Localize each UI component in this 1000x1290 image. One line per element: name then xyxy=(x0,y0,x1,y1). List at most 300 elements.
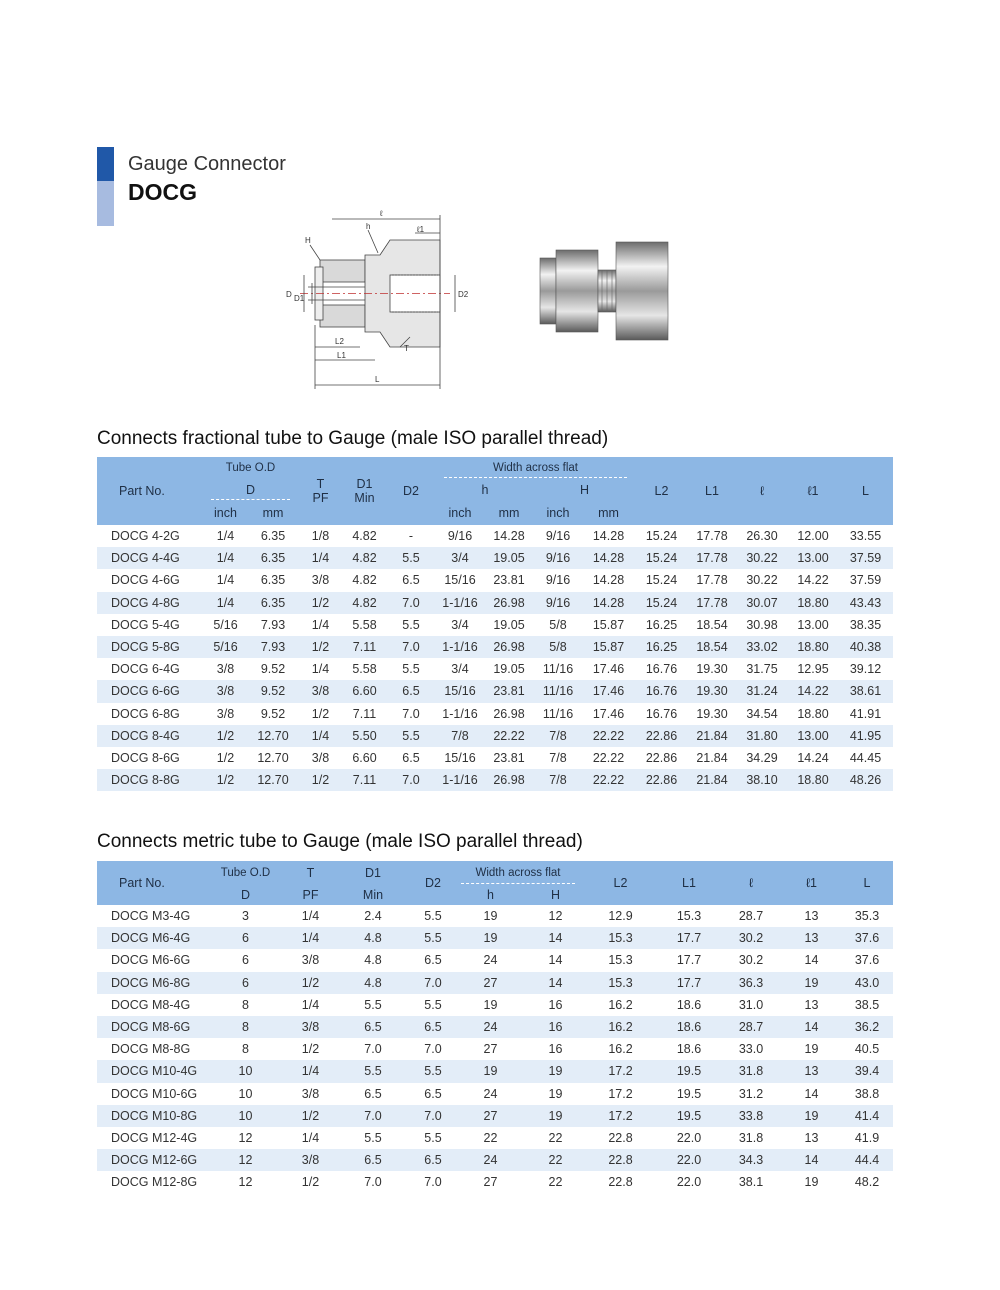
table-cell: 17.78 xyxy=(688,592,736,614)
table-cell: 37.6 xyxy=(841,927,893,949)
table-cell: 27 xyxy=(453,1105,528,1127)
table-cell: 19.5 xyxy=(658,1060,720,1082)
table-cell: - xyxy=(408,529,414,544)
table-cell: 19.30 xyxy=(688,680,736,702)
table-cell: 12.00 xyxy=(797,529,829,544)
table-row xyxy=(97,994,893,1016)
dim-label-ell: ℓ xyxy=(380,209,383,218)
dim-label-ell1: ℓ1 xyxy=(417,225,425,234)
table-cell: 1/4 xyxy=(203,592,248,614)
table-cell: 7/8 xyxy=(436,725,484,747)
table-cell: 14 xyxy=(804,1086,819,1101)
table-cell: 27 xyxy=(483,1175,498,1190)
table-cell: 31.75 xyxy=(746,662,778,677)
table-cell: 5.5 xyxy=(424,1130,442,1145)
table-row xyxy=(97,1105,893,1127)
table-cell: 9/16 xyxy=(545,529,571,544)
table-cell: 6.60 xyxy=(343,680,386,702)
table-cell: 6 xyxy=(203,972,288,994)
table-cell: 18.80 xyxy=(797,706,829,721)
table-cell: 3/8 xyxy=(298,680,343,702)
table-cell: 4.8 xyxy=(364,953,382,968)
table-cell: 17.78 xyxy=(696,529,728,544)
table-cell: 19 xyxy=(804,1175,819,1190)
table-cell: 21.84 xyxy=(688,769,736,791)
col-Min: Min xyxy=(333,885,413,905)
part-number-cell: DOCG 4-8G xyxy=(97,592,203,614)
table-cell: 15.24 xyxy=(635,547,688,569)
table-cell: 5.58 xyxy=(352,617,377,632)
table-cell: 1/2 xyxy=(298,592,343,614)
table-cell: 15/16 xyxy=(436,680,484,702)
part-number-cell: DOCG 6-8G xyxy=(111,706,180,721)
table-cell: 7.0 xyxy=(424,1042,442,1057)
fractional-spec-table xyxy=(97,457,893,791)
table-cell: 12 xyxy=(203,1149,288,1171)
table-cell: 6.60 xyxy=(352,750,377,765)
table-cell: 17.7 xyxy=(658,927,720,949)
table-cell: 17.46 xyxy=(592,662,625,677)
dim-label-D: D xyxy=(286,290,292,299)
col-D: D xyxy=(203,479,298,501)
col-ell1: ℓ1 xyxy=(782,861,841,905)
table-row xyxy=(97,1060,893,1082)
table-cell: 38.10 xyxy=(736,769,788,791)
table-cell: 22.22 xyxy=(592,750,625,765)
table-cell: 7.11 xyxy=(343,769,386,791)
table-cell: 40.38 xyxy=(838,636,893,658)
table-cell: 9/16 xyxy=(534,547,582,569)
table-row xyxy=(97,636,893,658)
table-cell: 22.86 xyxy=(635,769,688,791)
table-cell: 15.87 xyxy=(592,617,625,632)
col-D1: D1 Min xyxy=(343,457,386,525)
table-cell: 24 xyxy=(453,1016,528,1038)
table-row xyxy=(97,1016,893,1038)
col-T: T PF xyxy=(298,457,343,525)
table-cell: 33.0 xyxy=(738,1042,764,1057)
table-cell: 7.0 xyxy=(402,706,420,721)
table-cell: 1/2 xyxy=(203,769,248,791)
table-cell: 30.2 xyxy=(738,953,764,968)
table-cell: 15.3 xyxy=(583,972,658,994)
table-cell: 16.76 xyxy=(635,680,688,702)
table-row xyxy=(97,1083,893,1105)
table-cell: 12 xyxy=(548,909,563,924)
table-cell: 22.8 xyxy=(583,1149,658,1171)
part-number-cell: DOCG M10-6G xyxy=(111,1086,198,1101)
table-cell: 13.00 xyxy=(788,725,838,747)
table-cell: 4.8 xyxy=(333,927,413,949)
table-cell: 3/8 xyxy=(288,1016,333,1038)
table-cell: 30.2 xyxy=(720,927,782,949)
table-cell: 9.52 xyxy=(260,662,286,677)
table-cell: 41.4 xyxy=(841,1105,893,1127)
table-cell: 1-1/16 xyxy=(436,592,484,614)
table-cell: 9/16 xyxy=(545,573,571,588)
table-cell: 37.59 xyxy=(849,573,882,588)
table-cell: 12.70 xyxy=(257,750,289,765)
table-cell: 36.2 xyxy=(841,1016,893,1038)
table-cell: 3/8 xyxy=(311,750,330,765)
table-cell: 37.6 xyxy=(854,953,880,968)
table-cell: 17.78 xyxy=(696,573,728,588)
part-number-cell: DOCG 5-4G xyxy=(111,617,180,632)
table-cell: 10 xyxy=(203,1060,288,1082)
table-cell: 15.24 xyxy=(635,592,688,614)
table-cell: 1/2 xyxy=(298,636,343,658)
table-row xyxy=(97,703,893,725)
table-row xyxy=(97,1171,893,1193)
table-cell: 7.0 xyxy=(424,1175,442,1190)
part-number-cell: DOCG M12-6G xyxy=(97,1149,203,1171)
table-cell: 5/8 xyxy=(534,636,582,658)
col-tube-od: Tube O.D xyxy=(203,457,298,479)
table-cell: 5/16 xyxy=(203,636,248,658)
table-cell: 6.35 xyxy=(248,547,298,569)
table-cell: 19 xyxy=(782,972,841,994)
table-cell: 41.9 xyxy=(854,1130,880,1145)
table-row xyxy=(97,747,893,769)
table-cell: 38.1 xyxy=(738,1175,764,1190)
dim-label-L: L xyxy=(375,375,380,384)
part-number-cell: DOCG 4-2G xyxy=(111,529,180,544)
table-cell: 11/16 xyxy=(542,706,574,721)
part-number-cell: DOCG 6-6G xyxy=(97,680,203,702)
table-cell: 6 xyxy=(242,953,249,968)
table-row xyxy=(97,725,893,747)
table-cell: 15.3 xyxy=(676,909,702,924)
col-ell: ℓ xyxy=(736,457,788,525)
table-cell: 7.93 xyxy=(248,636,298,658)
table-cell: 21.84 xyxy=(696,750,728,765)
table-cell: 1-1/16 xyxy=(436,636,484,658)
table-cell: 28.7 xyxy=(738,909,764,924)
table-cell: 5.5 xyxy=(333,1060,413,1082)
table-cell: 4.82 xyxy=(352,529,377,544)
table-cell: 3/8 xyxy=(216,706,235,721)
table-cell: 16.76 xyxy=(645,662,678,677)
table-cell: 13 xyxy=(804,909,819,924)
table-cell: 6.5 xyxy=(424,953,442,968)
table-cell: 21.84 xyxy=(688,725,736,747)
table-cell: 19 xyxy=(548,1086,563,1101)
table-cell: 19 xyxy=(528,1060,583,1082)
table-cell: 19 xyxy=(528,1105,583,1127)
table-cell: 1/2 xyxy=(311,706,330,721)
table-cell: 9/16 xyxy=(447,529,473,544)
table-cell: 33.02 xyxy=(736,636,788,658)
table-cell: 15.24 xyxy=(645,529,678,544)
table-cell: 31.24 xyxy=(736,680,788,702)
table-cell: 38.5 xyxy=(854,997,880,1012)
col-H: H xyxy=(534,479,635,501)
part-number-cell: DOCG M12-4G xyxy=(111,1130,198,1145)
col-width-across-flat: Width across flat xyxy=(453,861,583,885)
table-cell: 27 xyxy=(453,972,528,994)
table-cell: 16.2 xyxy=(608,997,633,1012)
table-cell: 30.98 xyxy=(746,617,778,632)
dim-label-D1: D1 xyxy=(294,294,305,303)
table-row xyxy=(97,949,893,971)
dim-label-D2: D2 xyxy=(458,290,469,299)
table-cell: 6.5 xyxy=(424,1086,442,1101)
table-cell: 23.81 xyxy=(484,680,534,702)
table-cell: 34.54 xyxy=(746,706,778,721)
col-part-no: Part No. xyxy=(97,861,203,905)
table-cell: 24 xyxy=(453,1149,528,1171)
table-cell: 7.0 xyxy=(364,1042,382,1057)
table-cell: 13 xyxy=(804,1130,819,1145)
part-number-cell: DOCG 8-8G xyxy=(97,769,203,791)
part-number-cell: DOCG M6-4G xyxy=(97,927,203,949)
table-cell: 16.2 xyxy=(608,1042,633,1057)
table-row xyxy=(97,614,893,636)
table-cell: 7.0 xyxy=(413,972,453,994)
col-h: h xyxy=(436,479,534,501)
part-number-cell: DOCG M10-4G xyxy=(97,1060,203,1082)
table-cell: 3/4 xyxy=(451,617,469,632)
table-cell: 14 xyxy=(528,972,583,994)
table-cell: 5.5 xyxy=(364,1130,382,1145)
table-cell: 3/8 xyxy=(311,573,330,588)
table-cell: 26.30 xyxy=(746,529,778,544)
table-cell: 1/4 xyxy=(311,617,330,632)
table-cell: 19.30 xyxy=(696,662,728,677)
table-cell: 15.24 xyxy=(645,573,678,588)
table-cell: 7.0 xyxy=(386,769,436,791)
table-cell: 33.8 xyxy=(720,1105,782,1127)
table-cell: 19.5 xyxy=(658,1105,720,1127)
col-D-mm: mm xyxy=(248,501,298,525)
table-cell: 16.76 xyxy=(645,706,678,721)
part-number-cell: DOCG M12-8G xyxy=(111,1175,198,1190)
product-title: DOCG xyxy=(128,179,197,205)
table-cell: 22.8 xyxy=(608,1175,633,1190)
table-cell: 16.2 xyxy=(583,1016,658,1038)
table-cell: 14 xyxy=(548,953,563,968)
table-cell: 7/8 xyxy=(549,750,567,765)
table-row xyxy=(97,927,893,949)
table-cell: 5.50 xyxy=(343,725,386,747)
table-cell: 22.22 xyxy=(582,725,635,747)
table-cell: 1/2 xyxy=(288,1105,333,1127)
table-cell: 18.80 xyxy=(788,636,838,658)
table-cell: 7.11 xyxy=(343,636,386,658)
table-cell: 6.5 xyxy=(402,750,420,765)
table-cell: 1/4 xyxy=(216,573,235,588)
table-row xyxy=(97,1127,893,1149)
table-cell: 6.5 xyxy=(413,1149,453,1171)
table-cell: 19.05 xyxy=(493,617,525,632)
table-cell: 22.22 xyxy=(484,725,534,747)
table-row xyxy=(97,547,893,569)
table-cell: 15.3 xyxy=(583,927,658,949)
table-cell: 1/2 xyxy=(301,1042,320,1057)
table-cell: 6.5 xyxy=(333,1016,413,1038)
table-cell: 17.2 xyxy=(608,1086,633,1101)
table-cell: 12.70 xyxy=(248,769,298,791)
part-number-cell: DOCG 5-8G xyxy=(97,636,203,658)
table-cell: 3/4 xyxy=(436,547,484,569)
table-cell: 1/4 xyxy=(216,529,235,544)
col-ell1: ℓ1 xyxy=(788,457,838,525)
col-L: L xyxy=(838,457,893,525)
table-cell: 7.11 xyxy=(352,706,377,721)
table-cell: 18.80 xyxy=(788,592,838,614)
table-cell: 16.25 xyxy=(635,636,688,658)
table-cell: 1/8 xyxy=(311,529,330,544)
table-cell: 14.22 xyxy=(797,573,829,588)
table-cell: 22.86 xyxy=(645,750,678,765)
table-cell: 16 xyxy=(548,1042,563,1057)
table-cell: 12.9 xyxy=(608,909,633,924)
table-cell: 1/4 xyxy=(288,927,333,949)
table-cell: 31.2 xyxy=(738,1086,764,1101)
table-cell: 14 xyxy=(782,1016,841,1038)
table-cell: 38.35 xyxy=(849,617,882,632)
table-cell: 7/8 xyxy=(534,725,582,747)
table-cell: 30.22 xyxy=(746,573,778,588)
table-cell: 9.52 xyxy=(248,680,298,702)
table-cell: 37.59 xyxy=(838,547,893,569)
col-D-inch: inch xyxy=(203,501,248,525)
table-cell: 15/16 xyxy=(444,750,476,765)
table-row xyxy=(97,972,893,994)
part-number-cell: DOCG M3-4G xyxy=(111,909,191,924)
table-cell: 40.5 xyxy=(854,1042,880,1057)
part-number-cell: DOCG M8-8G xyxy=(111,1042,191,1057)
table-cell: 19 xyxy=(782,1105,841,1127)
col-PF: PF xyxy=(288,885,333,905)
table-cell: 3/8 xyxy=(288,1149,333,1171)
table-row xyxy=(97,769,893,791)
dim-label-L1: L1 xyxy=(337,351,346,360)
table-cell: 18.54 xyxy=(688,636,736,658)
col-L: L xyxy=(841,861,893,905)
metric-table-body xyxy=(97,905,893,1193)
table-cell: 8 xyxy=(242,1042,249,1057)
table-cell: 5.5 xyxy=(402,662,420,677)
metric-spec-table xyxy=(97,861,893,1193)
table-cell: 6.5 xyxy=(402,573,420,588)
table-cell: 14.24 xyxy=(797,750,829,765)
table-cell: 15.87 xyxy=(582,636,635,658)
table-row xyxy=(97,1038,893,1060)
table-cell: 41.95 xyxy=(838,725,893,747)
table-cell: 5/8 xyxy=(549,617,567,632)
table-cell: 24 xyxy=(483,953,498,968)
part-number-cell: DOCG M10-8G xyxy=(97,1105,203,1127)
col-ell: ℓ xyxy=(720,861,782,905)
table-row xyxy=(97,569,893,591)
part-number-cell: DOCG M8-6G xyxy=(97,1016,203,1038)
table-cell: 19 xyxy=(483,997,498,1012)
table-cell: 18.54 xyxy=(696,617,728,632)
table-cell: 17.7 xyxy=(658,972,720,994)
table-cell: 13.00 xyxy=(797,617,829,632)
table-cell: 14 xyxy=(528,927,583,949)
part-number-cell: DOCG 8-4G xyxy=(97,725,203,747)
table-cell: 12.95 xyxy=(797,662,829,677)
table-cell: 5.5 xyxy=(424,997,442,1012)
table-cell: 14.28 xyxy=(582,592,635,614)
table-cell: 15.3 xyxy=(608,953,633,968)
table-cell: 7.93 xyxy=(260,617,286,632)
table-cell: 9.52 xyxy=(260,706,286,721)
table-cell: 6.5 xyxy=(333,1149,413,1171)
table-cell: 24 xyxy=(483,1086,498,1101)
table-cell: 17.46 xyxy=(582,680,635,702)
table-cell: 14 xyxy=(782,1149,841,1171)
table-cell: 1/4 xyxy=(298,725,343,747)
table-cell: 22.0 xyxy=(676,1175,702,1190)
table-cell: 1-1/16 xyxy=(442,706,478,721)
table-cell: 6.5 xyxy=(364,1086,382,1101)
table-cell: 26.98 xyxy=(484,636,534,658)
table-row xyxy=(97,905,893,927)
table-row xyxy=(97,592,893,614)
table-cell: 4.8 xyxy=(333,972,413,994)
title-accent-bar xyxy=(97,147,114,181)
table-cell: 22 xyxy=(548,1175,563,1190)
table-cell: 10 xyxy=(203,1105,288,1127)
dim-label-h: h xyxy=(366,222,371,231)
table-cell: 33.55 xyxy=(849,529,882,544)
table-cell: 19 xyxy=(453,1060,528,1082)
table-cell: 15/16 xyxy=(444,573,476,588)
table-cell: 7.0 xyxy=(386,592,436,614)
table-cell: 1/4 xyxy=(311,662,330,677)
table-cell: 6.35 xyxy=(260,573,286,588)
table-cell: 7.0 xyxy=(413,1105,453,1127)
table-cell: 3/8 xyxy=(301,1086,320,1101)
col-D2: D2 xyxy=(413,861,453,905)
table-cell: 14 xyxy=(804,953,819,968)
table-cell: 38.8 xyxy=(854,1086,880,1101)
col-L1: L1 xyxy=(688,457,736,525)
part-number-cell: DOCG 6-4G xyxy=(111,662,180,677)
table-cell: 13 xyxy=(782,927,841,949)
table-cell: 31.0 xyxy=(738,997,764,1012)
table-cell: 31.8 xyxy=(738,1130,764,1145)
table-cell: 1/2 xyxy=(301,1175,320,1190)
product-photo xyxy=(536,236,671,346)
table-cell: 26.98 xyxy=(484,592,534,614)
table-cell: 6.35 xyxy=(248,592,298,614)
table-cell: 43.43 xyxy=(838,592,893,614)
technical-drawing xyxy=(280,205,480,395)
table-cell: 6 xyxy=(203,927,288,949)
col-H: H xyxy=(528,885,583,905)
table-cell: 18.80 xyxy=(788,769,838,791)
table-cell: 8 xyxy=(203,1016,288,1038)
table-cell: 1/4 xyxy=(288,1060,333,1082)
table-cell: 1/4 xyxy=(203,547,248,569)
table-cell: 2.4 xyxy=(364,909,382,924)
table-row xyxy=(97,525,893,547)
table-cell: 13 xyxy=(782,1060,841,1082)
table-row xyxy=(97,680,893,702)
table-cell: 5.5 xyxy=(413,927,453,949)
table-cell: 19.05 xyxy=(493,662,525,677)
table-cell: 6.5 xyxy=(386,680,436,702)
fractional-table-body xyxy=(97,525,893,791)
table-cell: 5.5 xyxy=(413,1060,453,1082)
table-cell: 1/2 xyxy=(288,972,333,994)
table-cell: 11/16 xyxy=(534,680,582,702)
table-cell: 18.6 xyxy=(676,1042,702,1057)
